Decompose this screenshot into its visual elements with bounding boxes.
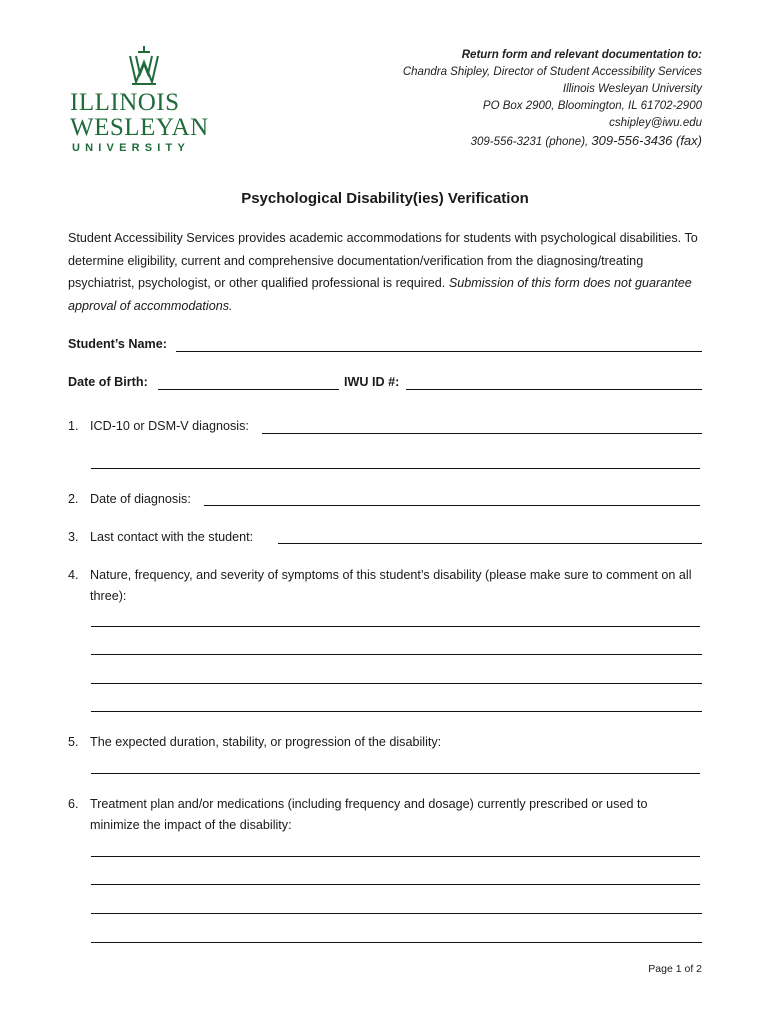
form-title: Psychological Disability(ies) Verification: [241, 190, 529, 207]
page-number: Page 1 of 2: [648, 963, 702, 975]
symptoms-field-line-2[interactable]: [91, 654, 702, 655]
question-5: [68, 732, 704, 753]
question-number: 1.: [68, 419, 79, 433]
question-text: Last contact with the student:: [90, 530, 254, 544]
dob-label: Date of Birth:: [68, 375, 148, 389]
question-text: The expected duration, stability, or progression of the disability:: [90, 735, 442, 749]
question-text: Date of diagnosis:: [90, 492, 191, 506]
return-address: [403, 47, 702, 151]
phone-number: 309-556-3231 (phone),: [470, 136, 592, 148]
symptoms-field-line-4[interactable]: [91, 711, 702, 712]
question-number: 6.: [68, 797, 79, 811]
intro-disclaimer: Submission of this form does not guarantee approval of accommodations.: [68, 276, 692, 313]
treatment-field-line-1[interactable]: [91, 856, 700, 857]
question-6: [68, 794, 704, 832]
address-line: Illinois Wesleyan University: [562, 83, 702, 95]
question-number: 5.: [68, 735, 79, 749]
question-text: Nature, frequency, and severity of symptoms of this student’s disability (please make sure to comment on all three):: [90, 568, 692, 603]
intro-text: Student Accessibility Services provides academic accommodations for students with psychological disabilities. To determine eligibility, current and comprehensive documentation/verification from the diagnosing/treating psychiatrist, psychologist, or other qualified professional is required.: [68, 231, 698, 290]
question-4: [68, 565, 704, 603]
question-number: 3.: [68, 530, 79, 544]
student-name-label: Student’s Name:: [68, 337, 167, 351]
symptoms-field-line-1[interactable]: [91, 626, 700, 627]
student-name-field[interactable]: [176, 351, 702, 352]
address-heading: Return form and relevant documentation to:: [461, 49, 702, 61]
university-logo: [70, 46, 220, 156]
question-3: [68, 527, 704, 548]
treatment-field-line-4[interactable]: [91, 942, 702, 943]
logo-line-3: UNIVERSITY: [72, 142, 191, 154]
treatment-field-line-2[interactable]: [91, 884, 700, 885]
question-text: ICD-10 or DSM-V diagnosis:: [90, 419, 249, 433]
logo-line-2: WESLEYAN: [70, 114, 209, 141]
question-number: 2.: [68, 492, 79, 506]
diagnosis-field[interactable]: [262, 433, 702, 434]
iwu-tower-icon: [126, 46, 162, 86]
iwu-id-field[interactable]: [406, 389, 702, 390]
fax-number: 309-556-3436 (fax): [591, 133, 702, 148]
intro-paragraph: [68, 227, 704, 317]
treatment-field-line-3[interactable]: [91, 913, 702, 914]
dob-field[interactable]: [158, 389, 339, 390]
duration-field[interactable]: [91, 773, 700, 774]
diagnosis-date-field[interactable]: [204, 505, 700, 506]
question-2: [68, 489, 704, 510]
symptoms-field-line-3[interactable]: [91, 683, 702, 684]
address-contact: [403, 132, 702, 151]
iwu-id-label: IWU ID #:: [344, 375, 400, 389]
address-line: Chandra Shipley, Director of Student Accessibility Services: [402, 66, 702, 78]
address-line: PO Box 2900, Bloomington, IL 61702-2900: [482, 100, 702, 112]
diagnosis-field-line-2[interactable]: [91, 468, 700, 469]
address-email: cshipley@iwu.edu: [609, 117, 702, 129]
question-text: Treatment plan and/or medications (including frequency and dosage) currently prescribed or used to minimize the impact of the disability:: [90, 797, 648, 832]
question-number: 4.: [68, 568, 79, 582]
logo-line-1: ILLINOIS: [70, 89, 180, 116]
last-contact-field[interactable]: [278, 543, 702, 544]
